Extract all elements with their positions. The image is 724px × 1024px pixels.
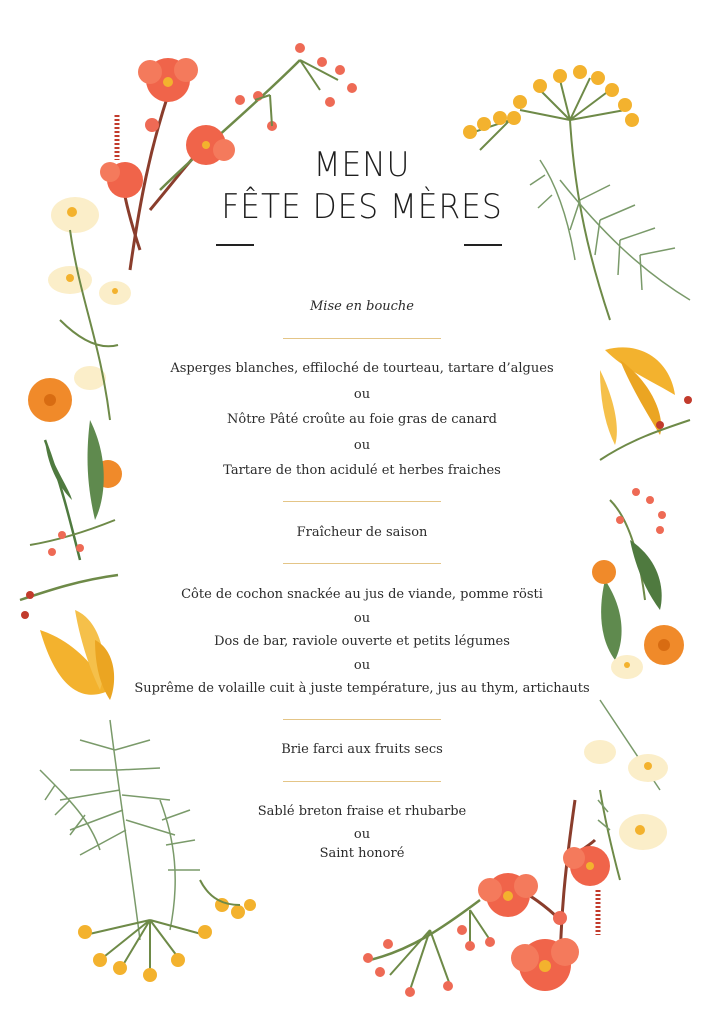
divider: [283, 719, 441, 720]
divider: [283, 501, 441, 502]
section-intermission: Fraîcheur de saison: [296, 525, 428, 540]
main-or-2: ou: [353, 658, 371, 673]
main-or-1: ou: [353, 611, 371, 626]
divider: [283, 338, 441, 339]
title-rule-right: [464, 244, 502, 246]
title-rule-left: [216, 244, 254, 246]
section-cheese: Brie farci aux fruits secs: [281, 742, 443, 757]
dessert-option-2: Saint honoré: [319, 846, 405, 861]
section-amuse: Mise en bouche: [309, 299, 415, 314]
main-option-3: Suprême de volaille cuit à juste température, jus au thym, artichauts: [134, 681, 590, 696]
starter-option-2: Nôtre Pâté croûte au foie gras de canard: [227, 412, 497, 427]
dessert-option-1: Sablé breton fraise et rhubarbe: [257, 804, 467, 819]
menu-subtitle: FÊTE DES MÈRES: [221, 187, 503, 227]
starter-option-3: Tartare de thon acidulé et herbes fraiches: [223, 463, 501, 478]
starter-option-1: Asperges blanches, effiloché de tourteau, tartare d’algues: [170, 361, 554, 376]
divider: [283, 781, 441, 782]
dessert-or: ou: [353, 827, 371, 842]
divider: [283, 563, 441, 564]
starter-or-1: ou: [353, 387, 371, 402]
main-option-1: Côte de cochon snackée au jus de viande, pomme rösti: [181, 587, 543, 602]
main-option-2: Dos de bar, raviole ouverte et petits légumes: [214, 634, 510, 649]
starter-or-2: ou: [353, 438, 371, 453]
menu-title: MENU: [313, 145, 411, 185]
